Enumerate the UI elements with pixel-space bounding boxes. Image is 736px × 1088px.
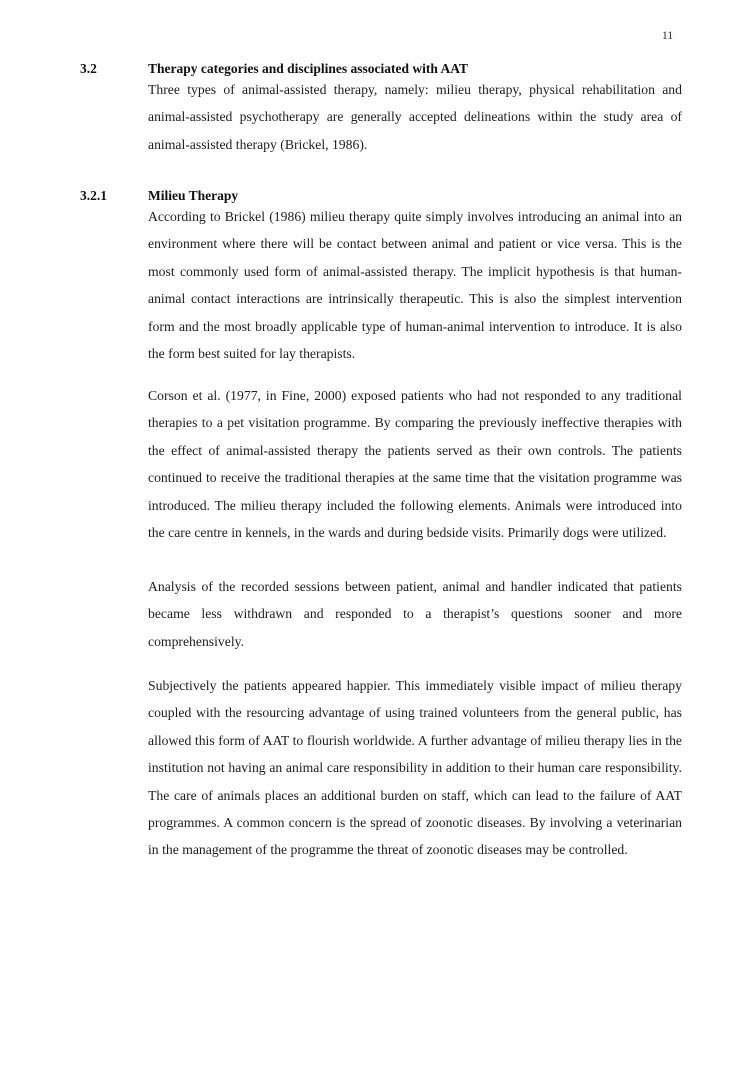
paragraph-analysis: Analysis of the recorded sessions between patient, animal and handler indicated that patients became less withdrawn and responded to a therapist’s questions sooner and more comprehensively. [148, 579, 682, 649]
page-number: 11 [662, 30, 674, 42]
paragraph-corson-study: Corson et al. (1977, in Fine, 2000) exposed patients who had not responded to any traditional therapies to a pet visitation programme. By comparing the previously ineffective therapies with the effect of animal-assisted therapy the patients served as their own controls. The patients continued to receive the traditional therapies at the same time that the visitation programme was introduced. The milieu therapy included the following elements. Animals were introduced into the care centre in kennels, in the wards and during bedside visits. Primarily dogs were utilized. [148, 388, 682, 541]
subsection-title: Milieu Therapy [148, 188, 239, 203]
subsection-number: 3.2.1 [80, 188, 107, 203]
section-title: Therapy categories and disciplines associated with AAT [148, 61, 469, 76]
paragraph-milieu-intro: According to Brickel (1986) milieu therapy quite simply involves introducing an animal into an environment where there will be contact between animal and patient or vice versa. This is the most commonly used form of animal-assisted therapy. The implicit hypothesis is that human-animal contact interactions are intrinsically therapeutic. This is also the simplest intervention form and the most broadly applicable type of human-animal intervention to introduce. It is also the form best suited for lay therapists. [148, 209, 682, 362]
section-number: 3.2 [80, 61, 97, 76]
section-3-2-paragraph: Three types of animal-assisted therapy, namely: milieu therapy, physical rehabilitation and animal-assisted psychotherapy are generally accepted delineations within the study area of animal-assisted therapy (Brickel, 1986). [148, 82, 682, 152]
paragraph-subjective-impact: Subjectively the patients appeared happier. This immediately visible impact of milieu therapy coupled with the resourcing advantage of using trained volunteers from the general public, has allowed this form of AAT to flourish worldwide. A further advantage of milieu therapy lies in the institution not having an animal care responsibility in addition to their human care responsibility. The care of animals places an additional burden on staff, which can lead to the failure of AAT programmes. A common concern is the spread of zoonotic diseases. By involving a veterinarian in the management of the programme the threat of zoonotic diseases may be controlled. [148, 678, 682, 858]
